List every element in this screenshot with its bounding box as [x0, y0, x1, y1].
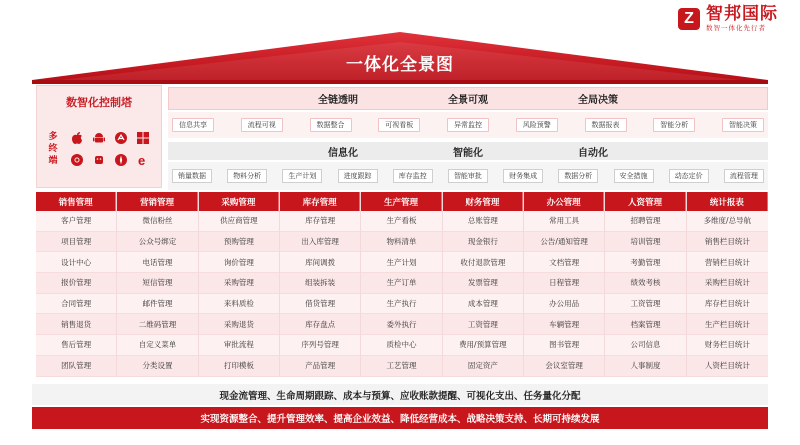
module-item: 费用/预算管理	[443, 335, 523, 356]
module-item: 培训管理	[605, 232, 685, 253]
module-column	[605, 192, 686, 377]
module-item: 现金银行	[443, 232, 523, 253]
module-column	[36, 192, 117, 377]
band2-item: 自动化	[578, 147, 608, 159]
capability-chip: 智能审批	[448, 169, 488, 183]
automation-features	[168, 162, 768, 190]
android-robot-icon	[91, 152, 107, 168]
capability-chip: 销量数据	[172, 169, 212, 183]
module-item: 邮件管理	[117, 294, 197, 315]
app-icon	[113, 130, 129, 146]
module-item: 短信管理	[117, 273, 197, 294]
module-header: 财务管理	[443, 192, 523, 211]
band1-item: 全局决策	[578, 95, 618, 106]
capability-chip: 安全措施	[614, 169, 654, 183]
module-item: 成本管理	[443, 294, 523, 315]
module-item: 生产栏目统计	[687, 314, 768, 335]
module-item: 库存栏目统计	[687, 294, 768, 315]
visibility-features	[168, 112, 768, 138]
module-item: 常用工具	[524, 211, 604, 232]
module-item: 图书管理	[524, 335, 604, 356]
visibility-band	[168, 87, 768, 110]
module-item: 总账管理	[443, 211, 523, 232]
module-item: 营销栏目统计	[687, 252, 768, 273]
terminal-icons	[69, 130, 159, 168]
module-column	[524, 192, 605, 377]
feature-chip: 风险预警	[516, 118, 558, 132]
module-item: 财务栏目统计	[687, 335, 768, 356]
module-column	[117, 192, 198, 377]
module-column	[280, 192, 361, 377]
band2-item: 信息化	[328, 147, 358, 159]
brand-name: 智邦国际	[706, 4, 778, 24]
svg-text:e: e	[138, 153, 146, 167]
module-header: 办公管理	[524, 192, 604, 211]
band1-item: 全景可观	[448, 95, 488, 106]
module-item: 公告/通知管理	[524, 232, 604, 253]
module-item: 打印模板	[199, 356, 279, 377]
module-header: 生产管理	[361, 192, 441, 211]
module-item: 发票管理	[443, 273, 523, 294]
module-grid	[36, 192, 768, 377]
capability-chip: 生产计划	[282, 169, 322, 183]
ie-icon	[135, 152, 151, 168]
feature-chip: 数据整合	[310, 118, 352, 132]
module-item: 生产计划	[361, 252, 441, 273]
module-item: 采购退货	[199, 314, 279, 335]
module-item: 审批流程	[199, 335, 279, 356]
band1-item: 全链透明	[318, 95, 358, 106]
module-item: 生产执行	[361, 294, 441, 315]
control-tower-panel	[36, 85, 162, 188]
logo-mark-icon: Z	[678, 8, 700, 30]
module-item: 库存管理	[280, 211, 360, 232]
module-item: 会议室管理	[524, 356, 604, 377]
capability-chip: 数据分析	[558, 169, 598, 183]
capability-chip: 物料分析	[227, 169, 267, 183]
capability-summary-bar: 现金流管理、生命周期跟踪、成本与预算、应收账款提醒、可视化支出、任务量化分配	[32, 384, 768, 405]
module-item: 招聘管理	[605, 211, 685, 232]
module-item: 公众号绑定	[117, 232, 197, 253]
module-header: 人资管理	[605, 192, 685, 211]
control-tower-title: 数智化控制塔	[66, 96, 132, 109]
module-item: 库间调拨	[280, 252, 360, 273]
windows-icon	[135, 130, 151, 146]
module-column	[687, 192, 768, 377]
module-item: 档案管理	[605, 314, 685, 335]
module-header: 统计报表	[687, 192, 768, 211]
android-icon	[91, 130, 107, 146]
module-header: 采购管理	[199, 192, 279, 211]
module-item: 公司信息	[605, 335, 685, 356]
capability-chip: 库存监控	[393, 169, 433, 183]
feature-chip: 智能分析	[653, 118, 695, 132]
module-item: 采购栏目统计	[687, 273, 768, 294]
module-item: 销售退货	[36, 314, 116, 335]
module-item: 团队管理	[36, 356, 116, 377]
module-column	[361, 192, 442, 377]
automation-band	[168, 142, 768, 160]
module-item: 多维度/总导航	[687, 211, 768, 232]
module-item: 组装拆装	[280, 273, 360, 294]
module-item: 分类设置	[117, 356, 197, 377]
capability-chip: 流程管理	[724, 169, 764, 183]
module-item: 产品管理	[280, 356, 360, 377]
module-item: 收付退款管理	[443, 252, 523, 273]
module-item: 工资管理	[443, 314, 523, 335]
module-item: 文档管理	[524, 252, 604, 273]
module-item: 借货管理	[280, 294, 360, 315]
module-item: 日程管理	[524, 273, 604, 294]
module-item: 销售栏目统计	[687, 232, 768, 253]
module-item: 询价管理	[199, 252, 279, 273]
panorama-title: 一体化全景图	[346, 55, 454, 75]
feature-chip: 智能决策	[722, 118, 764, 132]
module-item: 项目管理	[36, 232, 116, 253]
safari-icon	[113, 152, 129, 168]
module-column	[199, 192, 280, 377]
feature-chip: 异常监控	[447, 118, 489, 132]
module-item: 委外执行	[361, 314, 441, 335]
module-item: 预购管理	[199, 232, 279, 253]
capability-chip: 财务集成	[503, 169, 543, 183]
module-item: 电话管理	[117, 252, 197, 273]
module-item: 合同管理	[36, 294, 116, 315]
capability-chip: 动态定价	[669, 169, 709, 183]
feature-chip: 流程可视	[241, 118, 283, 132]
module-header: 库存管理	[280, 192, 360, 211]
module-item: 生产订单	[361, 273, 441, 294]
module-item: 客户管理	[36, 211, 116, 232]
module-item: 人事制度	[605, 356, 685, 377]
module-item: 二维码管理	[117, 314, 197, 335]
feature-chip: 信息共享	[172, 118, 214, 132]
module-item: 工资管理	[605, 294, 685, 315]
brand-slogan: 数智一体化先行者	[706, 24, 766, 32]
chrome-icon	[69, 152, 85, 168]
module-item: 供应商管理	[199, 211, 279, 232]
module-item: 固定资产	[443, 356, 523, 377]
multi-terminal-label: 多终端	[48, 132, 58, 166]
capability-chip: 进度跟踪	[338, 169, 378, 183]
module-header: 销售管理	[36, 192, 116, 211]
module-column	[443, 192, 524, 377]
module-item: 报价管理	[36, 273, 116, 294]
module-item: 车辆管理	[524, 314, 604, 335]
apple-icon	[69, 130, 85, 146]
module-item: 售后管理	[36, 335, 116, 356]
module-item: 来料质检	[199, 294, 279, 315]
band2-item: 智能化	[453, 147, 483, 159]
module-item: 自定义菜单	[117, 335, 197, 356]
value-summary-bar: 实现资源整合、提升管理效率、提高企业效益、降低经营成本、战略决策支持、长期可持续发展	[32, 407, 768, 429]
module-header: 营销管理	[117, 192, 197, 211]
module-item: 设计中心	[36, 252, 116, 273]
module-item: 物料清单	[361, 232, 441, 253]
module-item: 生产看板	[361, 211, 441, 232]
module-item: 工艺管理	[361, 356, 441, 377]
module-item: 办公用品	[524, 294, 604, 315]
module-item: 质检中心	[361, 335, 441, 356]
module-item: 库存盘点	[280, 314, 360, 335]
module-item: 微信粉丝	[117, 211, 197, 232]
brand-logo	[678, 6, 778, 32]
feature-chip: 可视看板	[378, 118, 420, 132]
module-item: 序列号管理	[280, 335, 360, 356]
module-item: 绩效考核	[605, 273, 685, 294]
feature-chip: 数据报表	[585, 118, 627, 132]
module-item: 考勤管理	[605, 252, 685, 273]
module-item: 采购管理	[199, 273, 279, 294]
module-item: 出入库管理	[280, 232, 360, 253]
module-item: 人资栏目统计	[687, 356, 768, 377]
